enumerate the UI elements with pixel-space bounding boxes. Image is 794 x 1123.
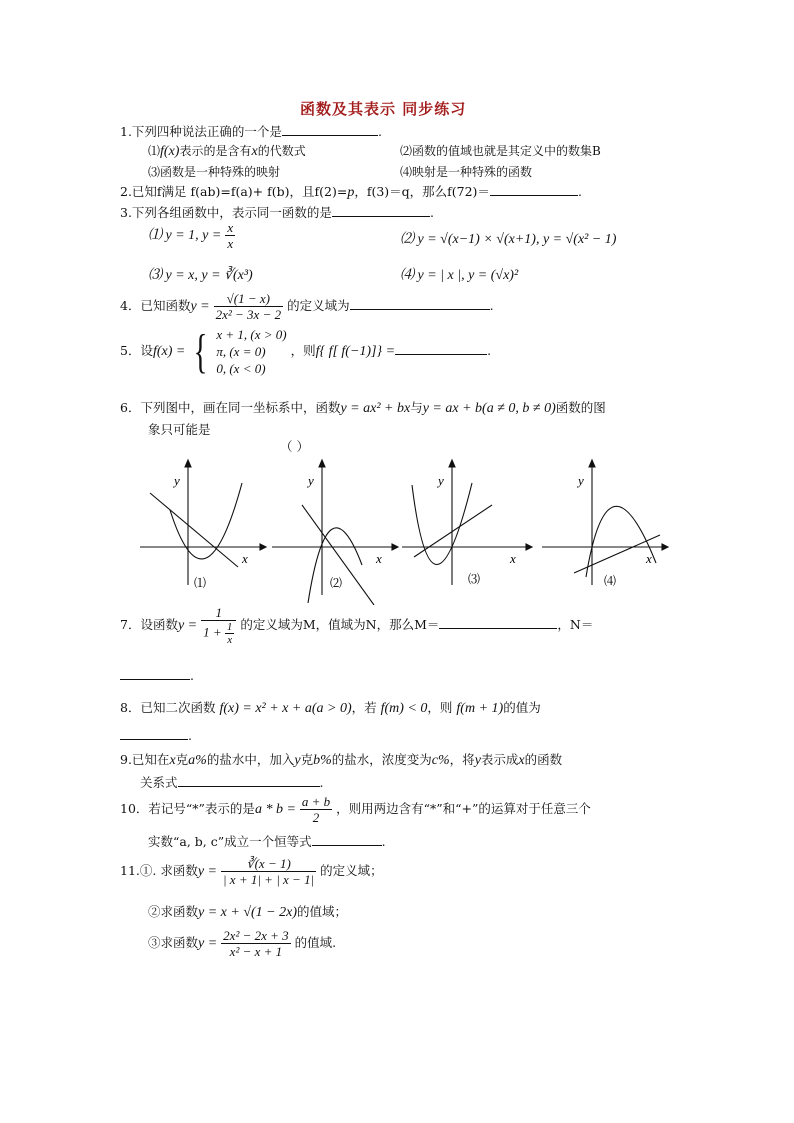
answer-blank[interactable]	[395, 342, 487, 355]
q2-text: 2.已知f满足 f(ab)=f(a)+ f(b)，且f(2)=p，f(3)＝q，那么f(72)＝ .	[120, 184, 582, 200]
graph-3-x-label: x	[510, 551, 516, 566]
graph-1	[140, 460, 266, 585]
q8-line2: .	[120, 727, 192, 743]
q9-text: 9.已知在x克a%的盐水中，加入y克b%的盐水，浓度变为c%，将y表示成x的函数	[120, 752, 563, 768]
q7-text: 7．设函数y = 1 1 + $\frac{1}{x}$ 的定义域为M，值域为N，那么M＝ ，N＝	[120, 605, 594, 646]
graph-3-label: ⑶	[468, 572, 481, 586]
answer-blank[interactable]	[120, 727, 188, 740]
graph-4-x-label: x	[646, 551, 652, 566]
q1-stem: 1.下列四种说法正确的一个是 .	[120, 124, 382, 139]
q4-text: 4．已知函数y = $\frac{√(1 - x)}{\text{2x² − 3x − 2}}$ 的定义域为 .	[120, 291, 494, 322]
q6-line2: 象只可能是	[148, 422, 211, 437]
q11-part1: 11.①. 求函数y = $\frac{∛(x - 1)}{| x + 1| + | x - 1|}$ 的定义域；	[120, 856, 383, 887]
q11-part2: ②求函数y = x + √(1 − 2x)的值域；	[148, 904, 348, 920]
graph-1-y-label: y	[174, 473, 180, 488]
q3-option-3: ⑶ y = x, y = ∛(x³)	[148, 268, 253, 283]
graph-1-x-label: x	[242, 551, 248, 566]
answer-blank[interactable]	[490, 183, 578, 196]
graph-3	[402, 460, 532, 585]
graph-2-label: ⑵	[330, 576, 343, 590]
q1-option-4: ⑷映射是一种特殊的函数	[400, 165, 533, 179]
q6-line1: 6．下列图中，画在同一坐标系中，函数y = ax² + bx与y = ax + b(a ≠ 0, b ≠ 0)函数的图	[120, 400, 606, 416]
q9-line2: 关系式 .	[140, 775, 324, 790]
q7-line2: .	[120, 667, 194, 683]
answer-blank-m[interactable]	[439, 616, 557, 629]
q1-option-2: ⑵函数的值域也就是其定义中的数集B	[400, 144, 601, 158]
q5-text: 5．设f(x) = { x + 1, (x > 0) π, (x = 0) 0, (x < 0) ，则f{ f[ f(−1)]} = .	[120, 324, 492, 378]
q11-part3: ③求函数y = $\frac{\text{2x² − 2x + 3}}{\text{x² − x + 1}}$ 的值域.	[148, 928, 337, 959]
graph-4	[542, 460, 668, 585]
graph-2-x-label: x	[376, 551, 382, 566]
q3-option-2: ⑵ y = √(x−1) × √(x+1), y = √(x² − 1)	[400, 232, 617, 247]
answer-blank[interactable]	[282, 123, 378, 136]
answer-blank-n[interactable]	[120, 667, 190, 680]
answer-blank[interactable]	[332, 204, 430, 217]
q3-option-1: ⑴ y = 1, y = $\frac{x}{x}$	[148, 220, 234, 251]
q1-option-3: ⑶函数是一种特殊的映射	[148, 165, 281, 179]
graph-2-y-label: y	[308, 473, 314, 488]
answer-blank[interactable]	[312, 833, 382, 846]
graph-4-y-label: y	[578, 473, 584, 488]
answer-blank[interactable]	[178, 774, 320, 787]
q10-line2: 实数“a, b, c”成立一个恒等式 .	[148, 834, 386, 849]
q1-option-1: ⑴f(x)表示的是含有x的代数式	[148, 144, 306, 159]
graph-4-label: ⑷	[604, 574, 617, 588]
q3-option-4: ⑷ y = | x |, y = (√x)²	[400, 268, 519, 283]
q6-answer-paren[interactable]: （ ）	[280, 439, 309, 454]
page-title: 函数及其表示 同步练习	[300, 100, 467, 118]
graph-3-y-label: y	[438, 473, 444, 488]
q8-text: 8．已知二次函数 f(x) = x² + x + a(a > 0)，若 f(m) < 0，则 f(m + 1)的值为	[120, 700, 541, 716]
answer-blank[interactable]	[350, 297, 490, 310]
q3-stem: 3.下列各组函数中，表示同一函数的是 .	[120, 205, 434, 220]
q6-graphs	[130, 455, 670, 605]
q10-text: 10．若记号“*”表示的是a * b = $\frac{a + b}{2}$ ，则用两边含有“*”和“+”的运算对于任意三个	[120, 794, 591, 825]
graph-1-label: ⑴	[194, 576, 207, 590]
